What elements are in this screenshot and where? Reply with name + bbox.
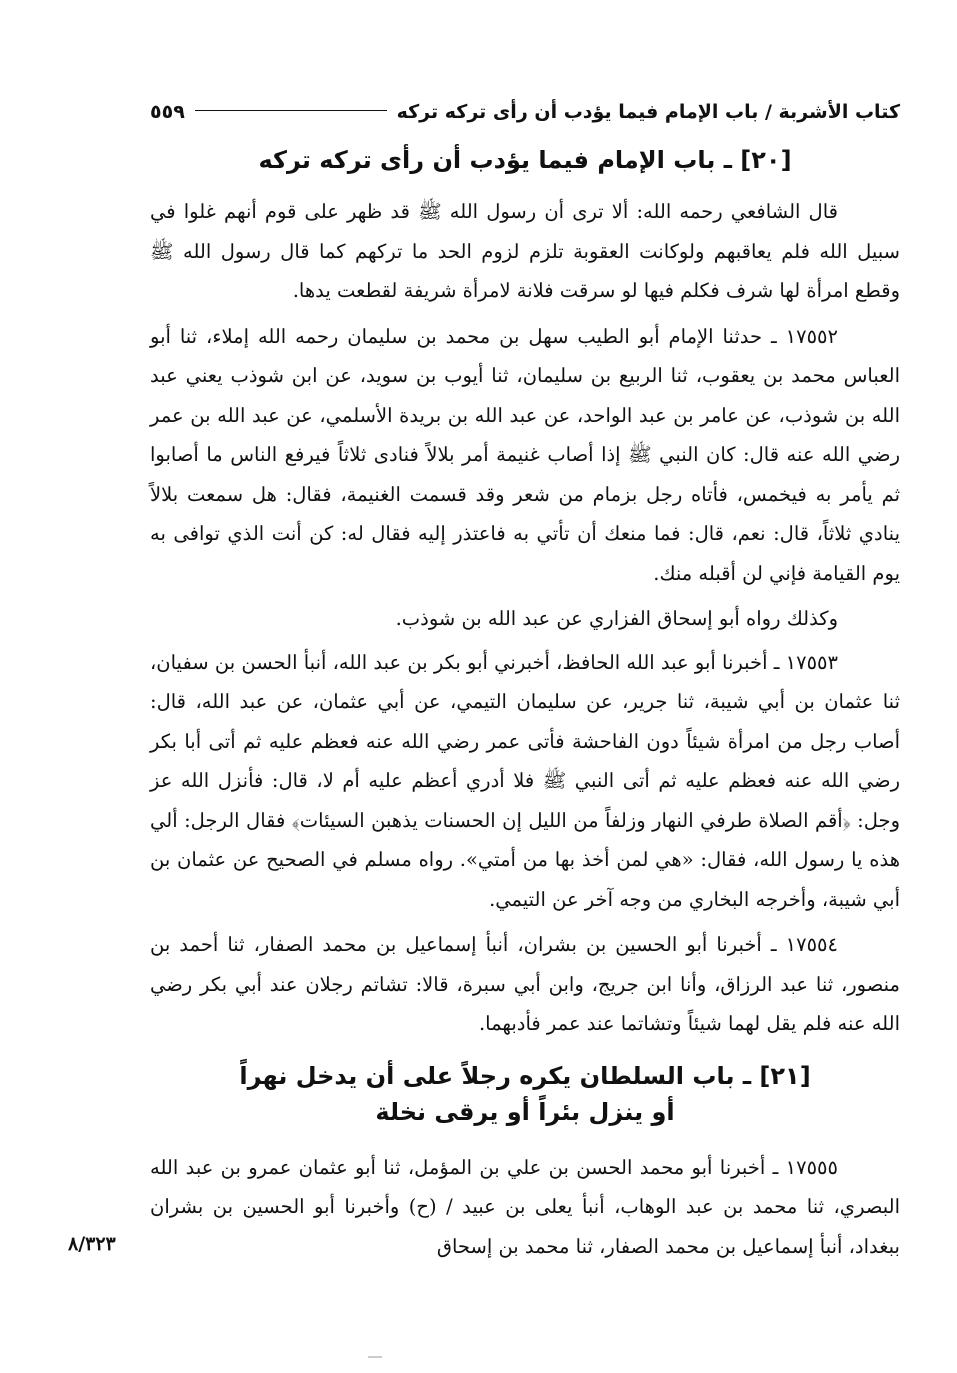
page-number: ٥٥٩ xyxy=(150,101,185,123)
chapter-title-21-line1: [٢١] ـ باب السلطان يكره رجلاً على أن يدخل نهراً xyxy=(239,1061,811,1090)
scan-speck xyxy=(368,1356,382,1358)
paragraph-shafii: قال الشافعي رحمه الله: ألا ترى أن رسول الله ﷺ قد ظهر على قوم أنهم غلوا في سبيل الله فلم يعاقبهم ولوكانت العقوبة تلزم لزوم الحد ما تركهم كما قال رسول الله ﷺ وقطع امرأة لها شرف فكلم فيها لو سرقت فلانة لامرأة شريفة لقطعت يدها. xyxy=(150,200,900,302)
paragraph-hadith-17554: ١٧٥٥٤ ـ أخبرنا أبو الحسين بن بشران، أنبأ إسماعيل بن محمد الصفار، ثنا أحمد بن منصور، ثنا عبد الرزاق، وأنا ابن جريج، وابن أبي سبرة، قالا: تشاتم رجلان عند أبي بكر رضي الله عنه فلم يقل لهما شيئاً وتشاتما عند عمر فأدبهما. xyxy=(150,933,900,1035)
header-rule xyxy=(195,110,387,111)
margin-volume-page-reference: ٨/٣٢٣ xyxy=(68,1233,116,1255)
chapter-title-21 xyxy=(150,1058,900,1130)
running-header xyxy=(150,92,900,132)
paragraph-hadith-17552: ١٧٥٥٢ ـ حدثنا الإمام أبو الطيب سهل بن محمد بن سليمان رحمه الله إملاء، ثنا أبو العباس محمد بن يعقوب، ثنا الربيع بن سليمان، ثنا أيوب بن سويد، عن ابن شوذب يعني عبد الله بن شوذب، عن عامر بن عبد الواحد، عن عبد الله بن بريدة الأسلمي، عن عبد الله بن عمر رضي الله عنه قال: كان النبي ﷺ إذا أصاب غنيمة أمر بلالاً فنادى ثلاثاً فيرفع الناس ما أصابوا ثم يأمر به فيخمس، فأتاه رجل بزمام من شعر وقد قسمت الغنيمة، فقال: هل سمعت بلالاً ينادي ثلاثاً، قال: نعم، قال: فما منعك أن تأتي به فاعتذر إليه فقال له: كن أنت الذي توافى به يوم القيامة فإني لن أقبله منك. xyxy=(150,324,900,585)
chapter-title-20 xyxy=(150,142,900,178)
chapter-title-21-line2: أو ينزل بئراً أو يرقى نخلة xyxy=(375,1097,675,1126)
running-title: كتاب الأشربة / باب الإمام فيما يؤدب أن رأى تركه تركه xyxy=(396,101,900,123)
page-body xyxy=(150,92,900,1272)
paragraph-riwaya-fazari: وكذلك رواه أبو إسحاق الفزاري عن عبد الله بن شوذب. xyxy=(395,607,838,630)
paragraph-hadith-17555: ١٧٥٥٥ ـ أخبرنا أبو محمد الحسن بن علي بن المؤمل، ثنا أبو عثمان عمرو بن عبد الله البصري، ثنا محمد بن عبد الوهاب، أنبأ يعلى بن عبيد / (ح) وأخبرنا أبو الحسين بن بشران ببغداد، أنبأ إسماعيل بن محمد الصفار، ثنا محمد بن إسحاق xyxy=(150,1155,900,1258)
chapter-title-20-text: [٢٠] ـ باب الإمام فيما يؤدب أن رأى تركه تركه xyxy=(258,146,792,174)
paragraph-hadith-17553: ١٧٥٥٣ ـ أخبرنا أبو عبد الله الحافظ، أخبرني أبو بكر بن عبد الله، أنبأ الحسن بن سفيان، ثنا عثمان بن أبي شيبة، ثنا جرير، عن سليمان التيمي، عن أبي عثمان، عن عبد الله، قال: أصاب رجل من امرأة شيئاً دون الفاحشة فأتى عمر رضي الله عنه فعظم عليه ثم أتى أبا بكر رضي الله عنه فعظم عليه ثم أتى النبي ﷺ فلا أدري أعظم عليه أم لا، قال: فأنزل الله عز وجل: ﴿أقم الصلاة طرفي النهار وزلفاً من الليل إن الحسنات يذهبن السيئات﴾ فقال الرجل: ألي هذه يا رسول الله، فقال: «هي لمن أخذ بها من أمتي». رواه مسلم في الصحيح عن عثمان بن أبي شيبة، وأخرجه البخاري من وجه آخر عن التيمي. xyxy=(150,650,900,911)
